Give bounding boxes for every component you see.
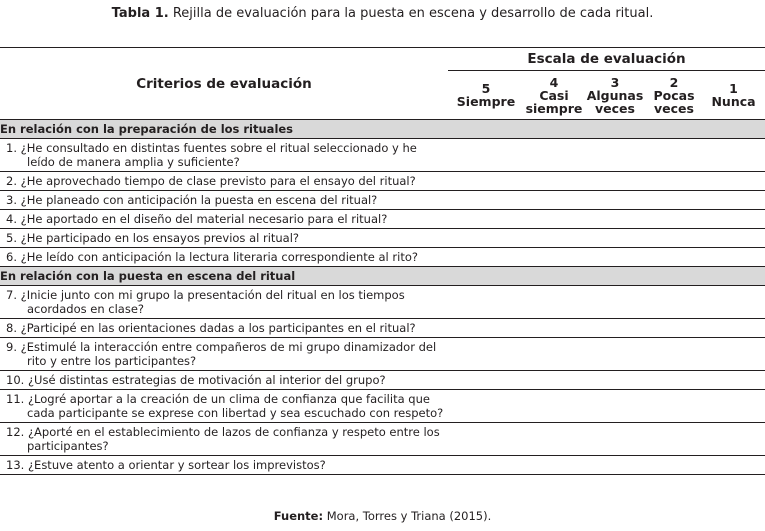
rating-cell[interactable] [646,338,702,371]
rating-cell[interactable] [702,139,765,172]
rating-cell[interactable] [584,191,646,210]
criterion-row [0,139,765,172]
rating-cell[interactable] [448,248,524,267]
rating-cell[interactable] [584,139,646,172]
scale-column-2: 2 Pocas veces [646,71,702,120]
criterion-row [0,390,765,423]
criterion-question: 11. ¿Logré aportar a la creación de un clima de confianza que facilita que cada participante se exprese con libertad y sea escuchado con respeto? [0,390,448,423]
source-label: Fuente: [273,509,324,523]
section-title: En relación con la puesta en escena del ritual [0,267,765,286]
rating-cell[interactable] [448,172,524,191]
criterion-row [0,172,765,191]
rating-cell[interactable] [584,172,646,191]
rating-cell[interactable] [702,191,765,210]
rating-cell[interactable] [646,390,702,423]
scale-header: Escala de evaluación [527,51,686,67]
rating-cell[interactable] [702,286,765,319]
criterion-row [0,210,765,229]
rating-cell[interactable] [702,229,765,248]
criterion-row [0,191,765,210]
rating-cell[interactable] [584,286,646,319]
rating-cell[interactable] [524,456,584,475]
rating-cell[interactable] [646,248,702,267]
rating-cell[interactable] [448,139,524,172]
rating-cell[interactable] [524,423,584,456]
rating-cell[interactable] [448,423,524,456]
rating-cell[interactable] [646,210,702,229]
rating-cell[interactable] [702,423,765,456]
rating-cell[interactable] [584,319,646,338]
criterion-question: 10. ¿Usé distintas estrategias de motivación al interior del grupo? [0,371,448,390]
rating-cell[interactable] [702,371,765,390]
rating-cell[interactable] [448,338,524,371]
rating-cell[interactable] [524,248,584,267]
rating-cell[interactable] [646,229,702,248]
rating-cell[interactable] [524,229,584,248]
rating-cell[interactable] [646,139,702,172]
table-caption [0,6,765,22]
criterion-row [0,456,765,475]
rating-cell[interactable] [524,172,584,191]
section-row [0,120,765,139]
rating-cell[interactable] [524,319,584,338]
rating-cell[interactable] [646,456,702,475]
criterion-question: 9. ¿Estimulé la interacción entre compañeros de mi grupo dinamizador del rito y entre los participantes? [0,338,448,371]
rating-cell[interactable] [584,423,646,456]
criterion-question: 13. ¿Estuve atento a orientar y sortear los imprevistos? [0,456,448,475]
section-row [0,267,765,286]
source-text: Mora, Torres y Triana (2015). [326,509,492,523]
rating-cell[interactable] [584,390,646,423]
criterion-row [0,423,765,456]
caption-text: Rejilla de evaluación para la puesta en escena y desarrollo de cada ritual. [172,6,654,21]
rating-cell[interactable] [702,338,765,371]
criterion-row [0,229,765,248]
criterion-question: 7. ¿Inicie junto con mi grupo la presentación del ritual en los tiempos acordados en clase? [0,286,448,319]
rating-cell[interactable] [702,456,765,475]
rating-cell[interactable] [448,319,524,338]
rating-cell[interactable] [448,210,524,229]
section-title: En relación con la preparación de los rituales [0,120,765,139]
rating-cell[interactable] [524,390,584,423]
evaluation-grid [0,47,765,475]
scale-column-4: 4 Casi siempre [524,71,584,120]
rating-cell[interactable] [646,371,702,390]
rating-cell[interactable] [524,338,584,371]
rating-cell[interactable] [448,456,524,475]
rating-cell[interactable] [584,338,646,371]
rating-cell[interactable] [448,286,524,319]
rating-cell[interactable] [524,139,584,172]
rating-cell[interactable] [646,286,702,319]
rating-cell[interactable] [646,191,702,210]
rating-cell[interactable] [584,210,646,229]
rating-cell[interactable] [448,371,524,390]
rating-cell[interactable] [702,248,765,267]
rating-cell[interactable] [702,210,765,229]
rating-cell[interactable] [584,456,646,475]
criterion-question: 8. ¿Participé en las orientaciones dadas a los participantes en el ritual? [0,319,448,338]
rating-cell[interactable] [524,191,584,210]
rating-cell[interactable] [702,319,765,338]
rating-cell[interactable] [702,390,765,423]
rating-cell[interactable] [646,423,702,456]
criterion-question: 1. ¿He consultado en distintas fuentes sobre el ritual seleccionado y he leído de manera amplia y suficiente? [0,139,448,172]
criterion-row [0,338,765,371]
rating-cell[interactable] [448,191,524,210]
table-source [0,509,765,523]
rating-cell[interactable] [646,319,702,338]
rating-cell[interactable] [448,229,524,248]
criterion-row [0,248,765,267]
criterion-question: 12. ¿Aporté en el establecimiento de lazos de confianza y respeto entre los participantes? [0,423,448,456]
criterion-question: 5. ¿He participado en los ensayos previos al ritual? [0,229,448,248]
caption-label: Tabla 1. [111,6,169,21]
criterion-question: 6. ¿He leído con anticipación la lectura literaria correspondiente al rito? [0,248,448,267]
scale-column-1: 1 Nunca [702,71,765,120]
criterion-question: 4. ¿He aportado en el diseño del material necesario para el ritual? [0,210,448,229]
criterion-row [0,319,765,338]
rating-cell[interactable] [448,390,524,423]
criterion-question: 3. ¿He planeado con anticipación la puesta en escena del ritual? [0,191,448,210]
rating-cell[interactable] [646,172,702,191]
rating-cell[interactable] [524,210,584,229]
rating-cell[interactable] [584,248,646,267]
rating-cell[interactable] [524,371,584,390]
scale-column-5: 5 Siempre [448,71,524,120]
criterion-row [0,286,765,319]
rating-cell[interactable] [702,172,765,191]
criterion-row [0,371,765,390]
rating-cell[interactable] [584,371,646,390]
scale-column-3: 3 Algunas veces [584,71,646,120]
rating-cell[interactable] [524,286,584,319]
rating-cell[interactable] [584,229,646,248]
criteria-header: Criterios de evaluación [136,75,312,92]
criterion-question: 2. ¿He aprovechado tiempo de clase previsto para el ensayo del ritual? [0,172,448,191]
